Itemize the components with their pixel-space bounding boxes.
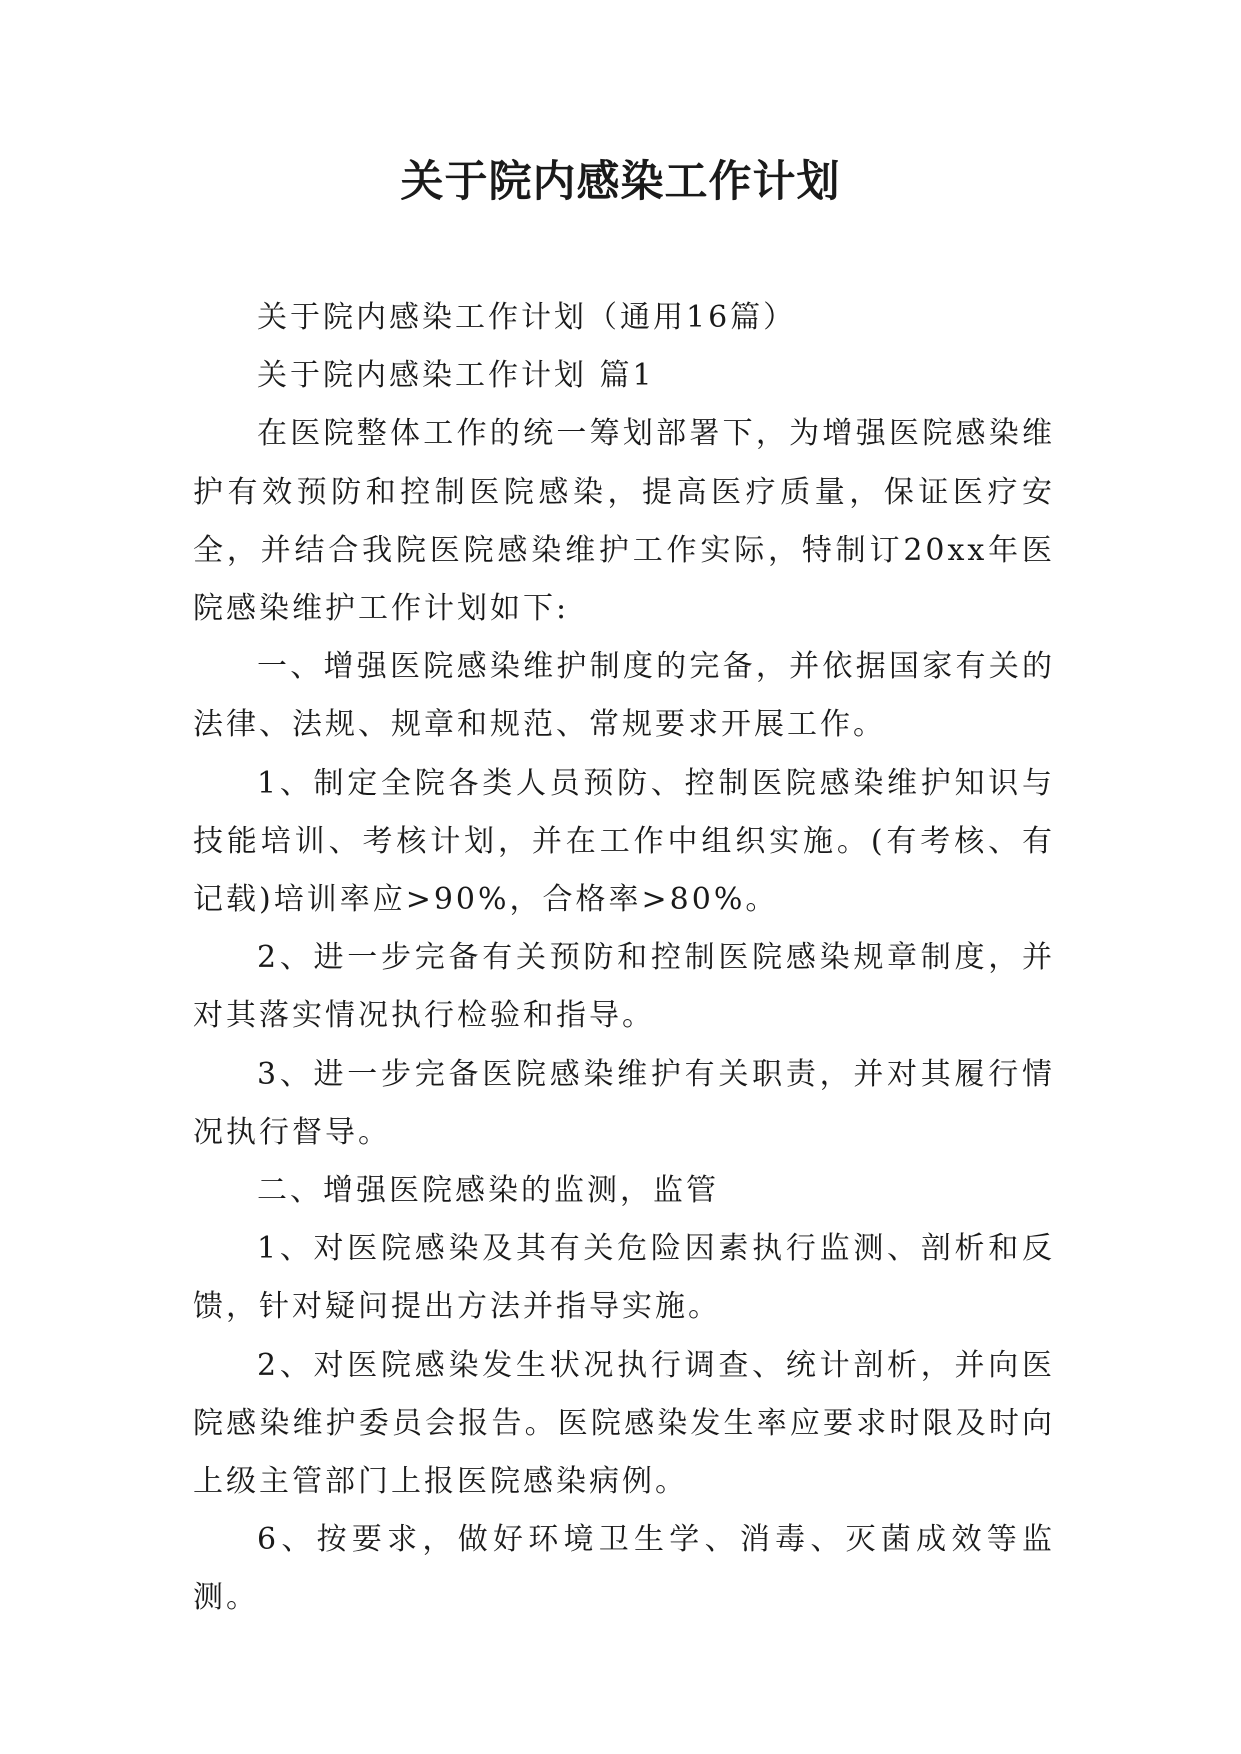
paragraph: 2、对医院感染发生状况执行调查、统计剖析，并向医院感染维护委员会报告。医院感染发生率应要求时限及时向上级主管部门上报医院感染病例。 bbox=[193, 1347, 1055, 1500]
document-title: 关于院内感染工作计划 bbox=[400, 157, 841, 207]
paragraph: 1、对医院感染及其有关危险因素执行监测、剖析和反馈，针对疑问提出方法并指导实施。 bbox=[193, 1231, 1055, 1325]
paragraph: 一、增强医院感染维护制度的完备，并依据国家有关的法律、法规、规章和规范、常规要求开展工作。 bbox=[193, 649, 1055, 743]
paragraph: 1、制定全院各类人员预防、控制医院感染维护知识与技能培训、考核计划，并在工作中组织实施。(有考核、有记载)培训率应>90%，合格率>80%。 bbox=[193, 765, 1055, 918]
document-body bbox=[193, 289, 1055, 1628]
subtitle-paragraph: 关于院内感染工作计划（通用16篇） bbox=[257, 300, 797, 335]
paragraph: 二、增强医院感染的监测，监管 bbox=[257, 1173, 719, 1209]
paragraph: 2、进一步完备有关预防和控制医院感染规章制度，并对其落实情况执行检验和指导。 bbox=[193, 940, 1055, 1034]
paragraph: 6、按要求，做好环境卫生学、消毒、灭菌成效等监测。 bbox=[193, 1522, 1055, 1616]
section-heading: 关于院内感染工作计划 篇1 bbox=[257, 358, 655, 394]
paragraph: 在医院整体工作的统一筹划部署下，为增强医院感染维护有效预防和控制医院感染，提高医疗质量，保证医疗安全，并结合我院医院感染维护工作实际，特制订20xx年医院感染维护工作计划如下: bbox=[193, 416, 1055, 627]
paragraph: 3、进一步完备医院感染维护有关职责，并对其履行情况执行督导。 bbox=[193, 1056, 1055, 1150]
